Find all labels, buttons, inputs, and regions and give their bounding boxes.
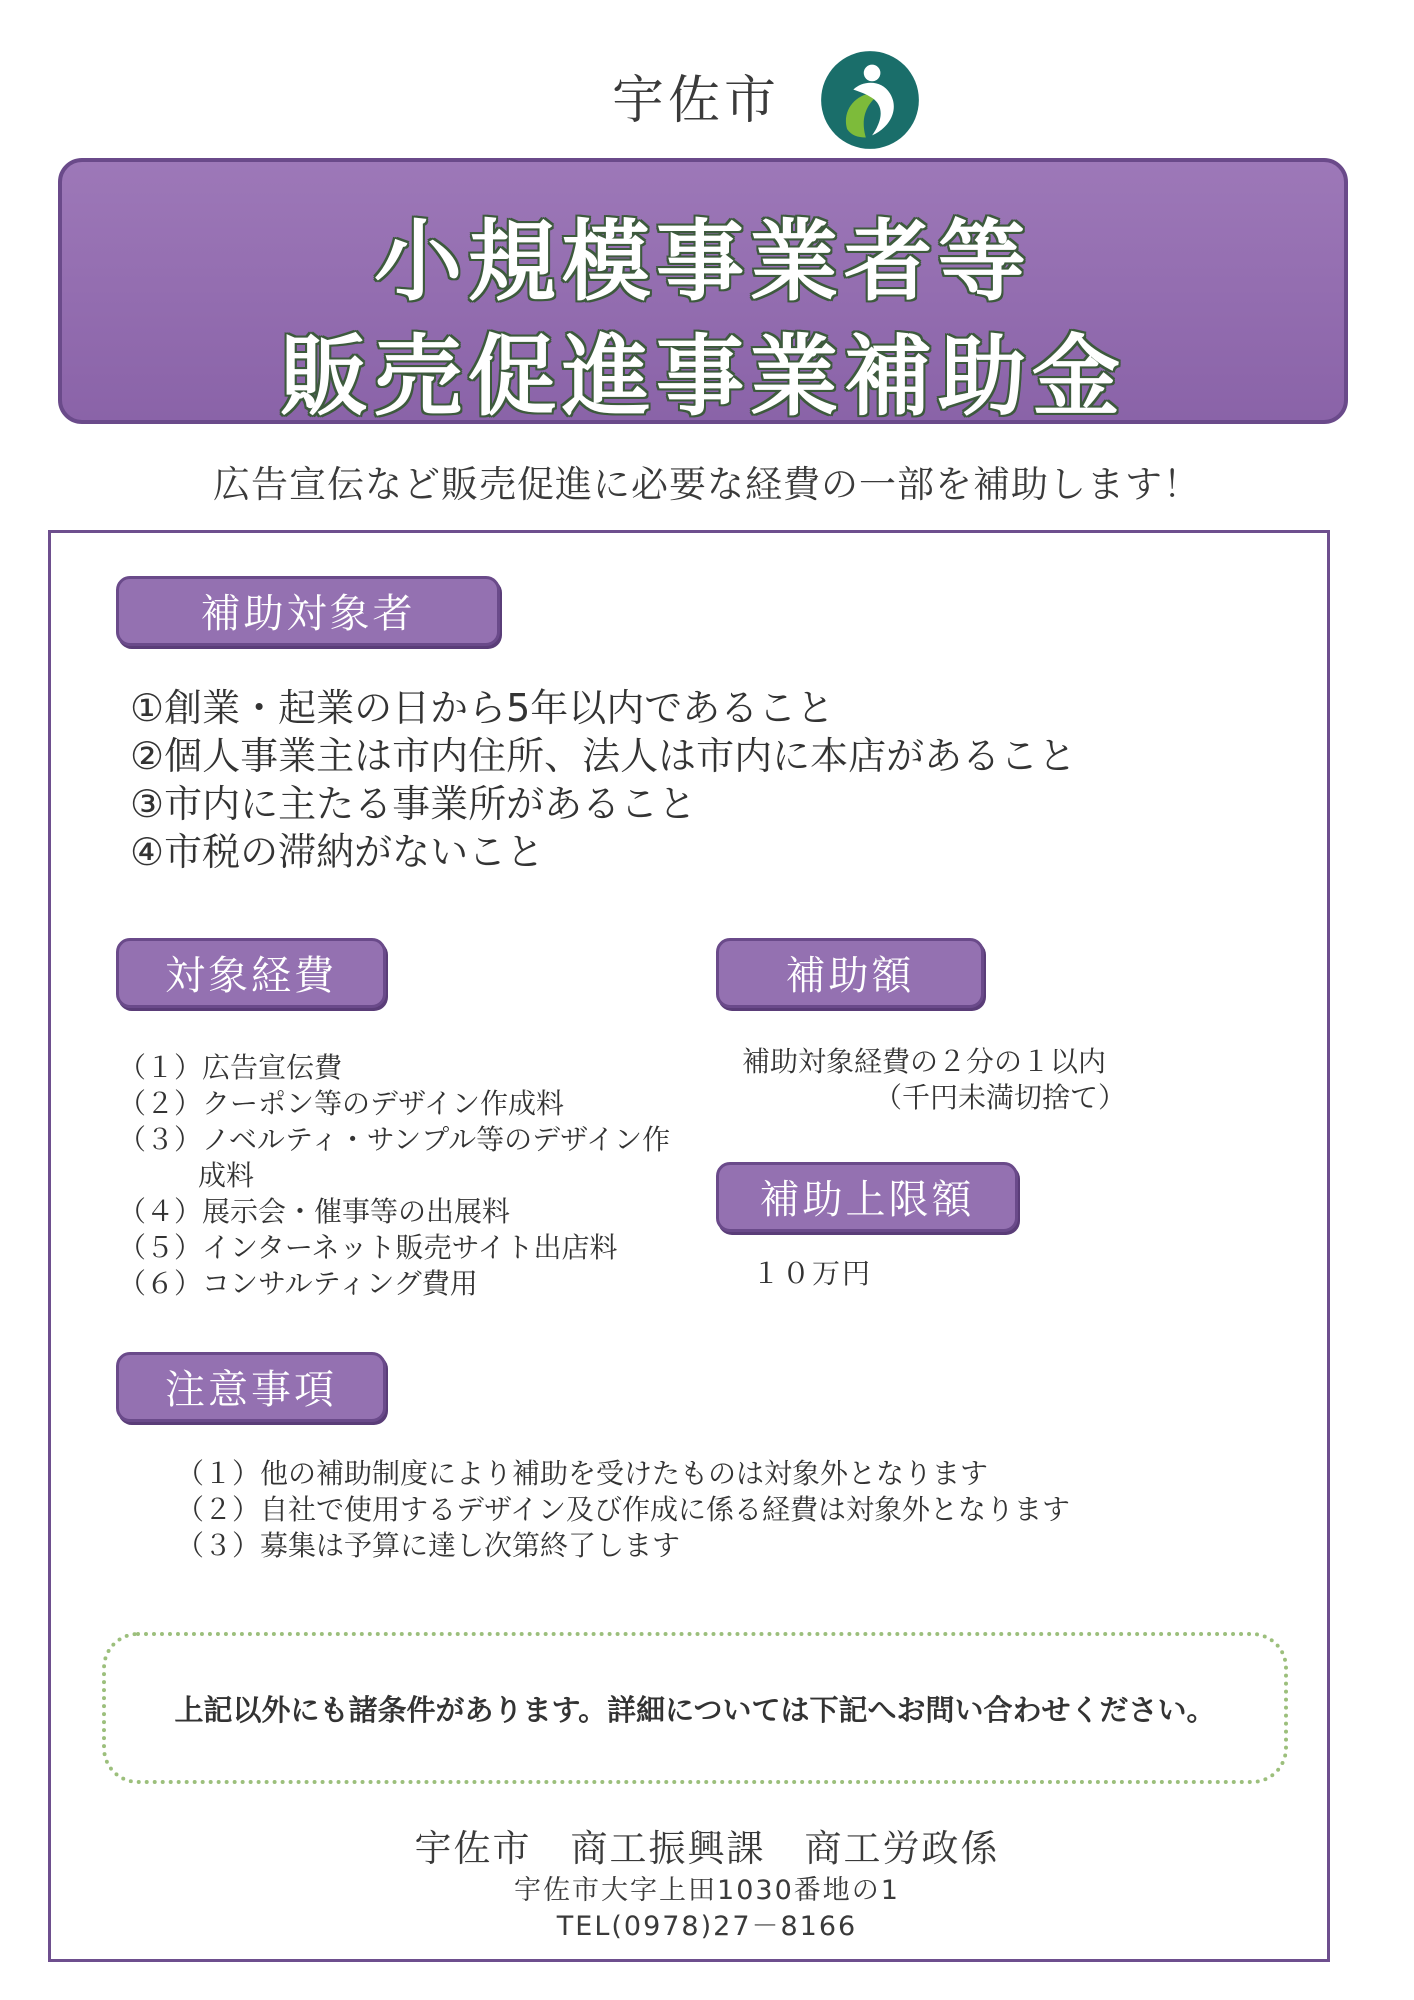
list-item: ④市税の滞納がないこと (130, 830, 545, 874)
contact-address: 宇佐市大字上田1030番地の1 (514, 1875, 900, 1906)
list-item: （３）募集は予算に達し次第終了します (176, 1529, 681, 1562)
expenses-list (118, 1050, 678, 1302)
contact-department: 宇佐市 商工振興課 商工労政係 (414, 1827, 1000, 1870)
limit-value: １０万円 (752, 1257, 873, 1290)
list-item: ②個人事業主は市内住所、法人は市内に本店があること (130, 734, 1077, 778)
section-tag-expenses: 対象経費 (116, 938, 386, 1008)
list-item: （２）自社で使用するデザイン及び作成に係る経費は対象外となります (176, 1493, 1071, 1526)
list-item: ③市内に主たる事業所があること (130, 782, 697, 826)
section-tag-eligible: 補助対象者 (116, 576, 500, 646)
page-title-line-1: 小規模事業者等 (373, 210, 1032, 313)
amount-note: （千円未満切捨て） (874, 1081, 1127, 1114)
list-item: （３）ノベルティ・サンプル等のデザイン作成料 (118, 1123, 671, 1192)
list-item: ①創業・起業の日から5年以内であること (130, 686, 835, 730)
list-item: （６）コンサルティング費用 (118, 1267, 478, 1300)
eligible-list (130, 684, 1076, 876)
section-tag-notes: 注意事項 (116, 1352, 386, 1422)
usa-city-emblem-icon (818, 48, 922, 152)
title-banner (58, 158, 1348, 428)
notice-box (102, 1632, 1288, 1784)
list-item: （５）インターネット販売サイト出店料 (118, 1231, 618, 1264)
subtitle: 広告宣伝など販売促進に必要な経費の一部を補助します！ (213, 463, 1201, 506)
notes-list (176, 1456, 1070, 1564)
list-item: （２）クーポン等のデザイン作成料 (118, 1087, 565, 1120)
list-item: （１）他の補助制度により補助を受けたものは対象外となります (176, 1457, 989, 1490)
section-tag-limit: 補助上限額 (716, 1162, 1018, 1232)
contact-tel: TEL(0978)27－8166 (556, 1911, 858, 1942)
city-name: 宇佐市 (612, 71, 781, 131)
section-tag-amount: 補助額 (716, 938, 984, 1008)
list-item: （１）広告宣伝費 (118, 1051, 343, 1084)
page-title-line-2: 販売促進事業補助金 (279, 325, 1126, 428)
notice-text: 上記以外にも諸条件があります。詳細については下記へお問い合わせください。 (174, 1693, 1216, 1727)
amount-text: 補助対象経費の２分の１以内 (742, 1045, 1107, 1078)
list-item: （４）展示会・催事等の出展料 (118, 1195, 511, 1228)
